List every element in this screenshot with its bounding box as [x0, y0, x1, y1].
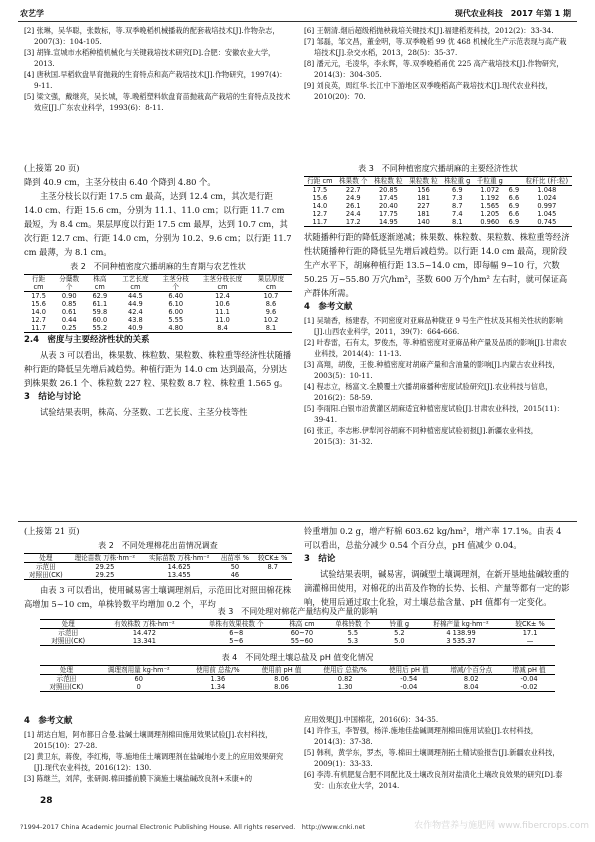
- table-cell: 3 535.37: [417, 637, 505, 646]
- table-cell: 181: [417, 210, 430, 218]
- table-row: [40, 637, 555, 646]
- section-heading: 4 参考文献: [304, 302, 353, 312]
- table-row: [24, 571, 292, 580]
- table-cell: 12.7: [312, 210, 328, 218]
- table-cell: 20.85: [378, 186, 398, 194]
- paragraph: 从表 3 可以看出，株果数、株粒数、果粒数、株粒重等经济性状随播种行距的降低呈先增后减趋势。种植行距为 14.0 cm 达到最高，分别达到株果数 26.1 个、株粒数 227 粒、果粒数 8.7 粒、株粒重 1.565 g。: [24, 350, 292, 388]
- table-cell: 0.85: [61, 300, 77, 308]
- table-row: [304, 218, 572, 227]
- table-cell: 1.048: [537, 186, 557, 194]
- table-cell: 1.024: [537, 194, 557, 202]
- table-cell: 11.0: [215, 316, 230, 324]
- table-cell: 17.5: [312, 186, 328, 194]
- table-header: 果粒数 粒: [406, 177, 441, 186]
- table-row: [24, 308, 292, 316]
- section-heading: 3 结论与讨论: [24, 392, 81, 402]
- table-cell: 8.02: [463, 675, 479, 683]
- table-cell: 55~60: [280, 637, 324, 646]
- table-header: 处理: [24, 554, 68, 563]
- table-cell: 8.7: [452, 202, 463, 210]
- table-header: 处理: [40, 666, 93, 675]
- table-cell: 10.2: [263, 316, 279, 324]
- table-header: 使用后 总盐/%: [312, 666, 378, 675]
- watermark: 农作物营养与施肥网 www.fibercrops.com: [414, 821, 589, 831]
- table-cell: 5~6: [192, 637, 280, 646]
- table-cell: 17.5: [31, 292, 46, 300]
- table-header: 果层厚度 cm: [250, 275, 292, 292]
- table-header: 株果数 个: [336, 177, 371, 186]
- table-cell: 9.6: [265, 308, 277, 316]
- journal-section-label: 农艺学: [20, 9, 44, 18]
- table-row: [24, 292, 292, 301]
- reference-item: [6] 张正，李志彬.伊犁河谷胡麻不同种植密度试验初报[J].新疆农业科技，2015(3)：31-32.: [304, 426, 538, 446]
- table-cell: 6.10: [168, 300, 184, 308]
- table-cell: 8.6: [265, 300, 277, 308]
- table-soil-salt: [40, 665, 555, 692]
- table-cell: 示范田: [56, 675, 77, 683]
- table-title: 表 3 不同处理对棉花产量结构及产量的影响: [217, 607, 378, 616]
- reference-item: [4] 许作玉，李智强，杨洋.施地佳盐碱调理剂棉田施用试验[J].农村科技，2014(3)：37-38.: [304, 726, 538, 746]
- section-heading: 2.4 密度与主要经济性状的关系: [24, 335, 150, 345]
- table-cell: 60: [134, 675, 143, 683]
- table-cell: 14.0: [312, 202, 328, 210]
- reference-item: [3] 高翔，胡俊，王俊.种植密度对胡麻产量和含油量的影响[J].内蒙古农业科技，2003(5)：10-11.: [304, 360, 560, 380]
- refs-bottom-left: [24, 714, 292, 784]
- paragraph: 铃重增加 0.2 g，增产籽棉 603.62 kg/hm²，增产率 17.1%。由表 4 可以看出，总盐分减少 0.54 个百分点，pH 值减少 0.04。: [304, 526, 562, 550]
- reference-item: [5] 梁文强，戴继亮，吴长城，等.晚稻塑料软盘育苗抛栽高产栽培的生育特点及技术效应[J].广东农业科学，1993(6)：8-11.: [24, 92, 291, 112]
- table-cell: -0.04: [378, 683, 439, 692]
- table-cell: 15.6: [31, 300, 46, 308]
- table-cell: 29.25: [68, 571, 142, 580]
- reference-item: [1] 胡达白旭，阿布都日合曼.盐碱土壤调理剂棉田施用效果试验[J].农村科技，2015(10)：27-28.: [24, 730, 273, 750]
- continued-label: (上接第 21 页): [24, 526, 80, 536]
- table-cell: 8.06: [251, 683, 312, 692]
- table-cell: 6.9: [506, 218, 522, 227]
- table-cell: 5.2: [394, 629, 405, 637]
- table-emergence: [24, 553, 292, 580]
- reference-item: [2] 叶春雷，石有太，罗俊杰，等.种植密度对亚麻品种产量及品质的影响[J].甘肃农业科技，2014(4)：11-13.: [304, 338, 567, 358]
- table-cell: 4.80: [156, 324, 195, 333]
- table-header: 行距 cm: [24, 275, 53, 292]
- table-cell: 46: [216, 571, 253, 580]
- table-cell: 22.7: [345, 186, 361, 194]
- table-cell: 5.0: [382, 637, 417, 646]
- reference-item: [4] 程志立，杨富文.全膜覆土穴播胡麻播种密度试验研究[J].农业科技与信息，2016(2)：58-59.: [304, 382, 553, 402]
- table-header: 调理剂用量 kg·hm⁻²: [93, 666, 185, 675]
- table-cell: 26.1: [345, 202, 361, 210]
- table-cell: 8.04: [439, 683, 503, 692]
- table-title: 表 4 不同处理土壤总盐及 pH 值变化情况: [221, 653, 374, 662]
- table-header: 增减 pH 值: [503, 666, 555, 675]
- table-cell: 1.34: [185, 683, 251, 692]
- article-separator: [18, 521, 577, 522]
- table-cell: 44.5: [128, 292, 143, 300]
- reference-item: [1] 吴瑞香，杨建春，不同密度对亚麻品种陇亚 9 号生产性状及其相关性状的影响[J].山西农业科学，2011，39(7)：664-666.: [304, 316, 563, 336]
- table-cell: 6.00: [168, 308, 184, 316]
- table-cell: 10.7: [263, 292, 279, 300]
- table-economic-traits: [304, 176, 572, 227]
- table-cell: 1.30: [312, 683, 378, 692]
- table-header: 分蘖数 个: [53, 275, 85, 292]
- table-cell: 29.25: [95, 563, 115, 571]
- table-cell: 60~70: [290, 629, 314, 637]
- table-growth-traits: [24, 274, 292, 333]
- table-row: [304, 202, 572, 210]
- reference-item: [9] 刘良英，周红华.长江中下游地区双季晚稻高产栽培技术[J].现代农业科技，2010(20)：70.: [304, 81, 553, 101]
- table-header: 株粒重 g: [441, 177, 474, 186]
- table-header: 单株有效果枝数 个: [192, 620, 280, 629]
- table-cell: 20.40: [378, 202, 398, 210]
- table-cell: 43.8: [128, 316, 143, 324]
- table-cell: 1.072: [480, 186, 500, 194]
- table-row: [24, 563, 292, 572]
- table-title: 表 2 不同种植密度穴播胡麻的生育期与农艺性状: [70, 262, 246, 271]
- table-row: [40, 683, 555, 692]
- table-header: [506, 177, 522, 186]
- table-row: [304, 186, 572, 195]
- table-header: 增减/个百分点: [439, 666, 503, 675]
- table-cell: 17.45: [378, 194, 398, 202]
- paragraph: 主茎分枝长以行距 17.5 cm 最高，达到 12.4 cm，其次是行距 14.0 cm、行距 15.6 cm，分别为 11.1、11.0 cm；以行距 11.7 cm 最短，为 8.4 cm。果层厚度以行距 17.5 cm 最厚，达到 10.7 cm，其次行距 12.7 cm、行距 14.0 cm，分别为 10.2、9.6 cm；以行距 11.7 cm 最薄，为 8.1 cm。: [24, 191, 292, 257]
- table-cell: [253, 571, 292, 580]
- journal-issue-label: 现代农业科技 2017 年第 1 期: [454, 9, 571, 18]
- table-header: 铃重 g: [382, 620, 417, 629]
- paragraph: 降到 40.9 cm，主茎分枝由 6.40 个降到 4.80 个。: [24, 177, 216, 187]
- reference-item: [5] 李雨阳.白银市沿黄灌区胡麻适宜种植密度试验[J].甘肃农业科技，2015(11)：39-41.: [304, 404, 564, 424]
- table-header: 主茎分枝 个: [156, 275, 195, 292]
- table-cell: 对照田(CK): [40, 637, 96, 646]
- table-cell: 6.6: [508, 194, 520, 202]
- table-cell: 14.625: [167, 563, 191, 571]
- table-cell: 11.7: [304, 218, 336, 227]
- table-cell: 14.0: [31, 308, 46, 316]
- table-cell: 17.75: [378, 210, 398, 218]
- table-cell: 6.6: [508, 210, 520, 218]
- table-cell: 140: [406, 218, 441, 227]
- table-cell: 5.3: [324, 637, 382, 646]
- table-cell: 0.44: [61, 316, 77, 324]
- table-header: 较CK± %: [505, 620, 555, 629]
- table-cell: 17.2: [336, 218, 371, 227]
- table-cell: 59.8: [92, 308, 108, 316]
- table-cell: -0.02: [503, 683, 555, 692]
- table-cell: 181: [417, 194, 430, 202]
- upper-right-column: [304, 161, 572, 447]
- table-cell: 8.7: [267, 563, 278, 571]
- reference-item: [2] 黄卫东，蒋俊，李红梅，等.施地佳土壤调理剂在盐碱地小麦上的应用效果研究[J].现代农业科技，2016(12)：130.: [24, 752, 284, 772]
- table-cell: 1.36: [210, 675, 226, 683]
- table-cell: 示范田: [35, 563, 56, 571]
- table-cell: 8.06: [274, 675, 289, 683]
- table-cell: 0.960: [474, 218, 507, 227]
- lower-right-column: [304, 524, 572, 609]
- table-cell: 14.95: [371, 218, 406, 227]
- table-cell: 6.9: [508, 186, 520, 194]
- table-cell: 1.205: [480, 210, 500, 218]
- reference-item: [3] 胡锋.宣城市水稻种植机械化与关键栽培技术研究[D].合肥：安徽农业大学，2013.: [24, 48, 276, 68]
- table-header: 较CK± %: [253, 554, 292, 563]
- table-row: [24, 324, 292, 333]
- table-row: [304, 194, 572, 202]
- table-title: 表 2 不同处理棉花出苗情况调查: [98, 541, 218, 550]
- table-cell: 62.9: [92, 292, 108, 300]
- table-header: 籽棉产量 kg·hm⁻²: [417, 620, 505, 629]
- table-cell: 61.1: [92, 300, 108, 308]
- table-cell: 55.2: [85, 324, 114, 333]
- table-header: 工艺长度 cm: [114, 275, 156, 292]
- upper-left-column: [24, 161, 292, 419]
- table-row: [40, 675, 555, 684]
- table-cell: 15.6: [312, 194, 328, 202]
- refs-top-right: [304, 25, 572, 102]
- table-header: 粒秆比 (秆:粒): [522, 177, 572, 186]
- continued-label: (上接第 20 页): [24, 163, 80, 173]
- table-header: 处理: [40, 620, 96, 629]
- table-header: 主茎分枝长度 cm: [195, 275, 250, 292]
- table-cell: 50: [230, 563, 240, 571]
- wide-table-4-block: [40, 650, 555, 692]
- table-cell: 1.045: [537, 210, 557, 218]
- table-cell: 8.4: [195, 324, 250, 333]
- table-cell: 7.4: [452, 210, 463, 218]
- table-cell: 156: [417, 186, 430, 194]
- section-heading: 3 结论: [304, 554, 336, 564]
- table-cell: 0.82: [337, 675, 353, 683]
- table-cell: 42.4: [128, 308, 143, 316]
- table-cell: -0.54: [400, 675, 418, 683]
- header-rule: [18, 21, 577, 22]
- table-cell: 示范田: [58, 629, 79, 637]
- reference-item: [6] 王朝清.烟后超级稻抛秧栽培关键技术[J].福建稻麦科技，2012(2)：33-34.: [304, 26, 554, 35]
- table-cell: 6~8: [229, 629, 244, 637]
- paragraph: 试验结果表明，碱易害，调碱型土壤调理剂，在新开垦地盐碱较重的滴灌棉田使用，对棉花的出苗及作物的长势、长相、产量等都有一定的影响，使用后通过取土化验，对土壤总盐含量、pH 值都有一定变化。: [304, 569, 570, 607]
- reference-item: [4] 唐秋国.早稻软盘旱育抛栽的生育特点和高产栽培技术[J].作物研究，1997(4)：9-11.: [24, 70, 287, 90]
- reference-item: [2] 张琳，吴华聪，张数标，等.双季晚稻机械播栽的配套栽培技术[J].作物杂志，2007(3)：104-105.: [24, 26, 280, 46]
- table-cell: 5.55: [168, 316, 184, 324]
- table-cell: 13.455: [142, 571, 216, 580]
- table-cell: 0.90: [61, 292, 77, 300]
- table-cell: —: [505, 637, 555, 646]
- reference-item: [5] 韩利，黄学东，罗杰，等.棉田土壤调理剂拓土精试验报告[J].新疆农业科技，2009(1)：33-33.: [304, 748, 560, 768]
- table-cell: 40.9: [114, 324, 156, 333]
- table-header: 千粒重 g: [474, 177, 507, 186]
- table-header: 单株铃数 个: [324, 620, 382, 629]
- reference-item: [7] 邹磊，邹文昌，董金明，等.双季晚稻 99 优 468 机械化生产示范表现与高产栽培技术[J].杂交水稻，2013，28(5)：35-37.: [304, 37, 567, 57]
- reference-item: [6] 李涛.有机肥复合肥不同配比及土壤改良剂对盐渍化土壤改良效果的研究[D].泰安：山东农业大学，2014.: [304, 770, 563, 790]
- page-number: 28: [40, 796, 53, 806]
- table-cell: 24.4: [345, 210, 361, 218]
- table-cell: 8.1: [441, 218, 474, 227]
- table-header: 使用前 总盐/%: [185, 666, 251, 675]
- table-cell: 14.472: [132, 629, 156, 637]
- lower-left-column: [24, 524, 292, 611]
- table-cell: 0.61: [61, 308, 77, 316]
- table-header: 株高 cm: [85, 275, 114, 292]
- table-cell: 44.9: [128, 300, 143, 308]
- table-cell: 60.0: [92, 316, 108, 324]
- paragraph: 试验结果表明，株高、分茎数、工艺长度、主茎分枝等性: [40, 407, 248, 417]
- reference-item: [8] 潘元元，毛凌华，李永辉，等.双季晚稻甬优 225 高产栽培技术[J].作物研究，2014(3)：304-305.: [304, 59, 564, 79]
- table-cell: 10.6: [215, 300, 230, 308]
- table-cell: 对照田(CK): [40, 683, 93, 692]
- reference-item: 应用效果[J].中国棉花，2016(6)：34-35.: [304, 715, 439, 724]
- table-cell: 6.40: [168, 292, 184, 300]
- table-row: [24, 316, 292, 324]
- table-title: 表 3 不同种植密度穴播胡麻的主要经济性状: [358, 164, 518, 173]
- section-heading: 4 参考文献: [24, 716, 73, 726]
- table-cell: 0.997: [537, 202, 557, 210]
- table-cell: 11.1: [215, 308, 230, 316]
- table-cell: 24.9: [345, 194, 361, 202]
- table-cell: -0.04: [520, 675, 538, 683]
- refs-bottom-right: [304, 714, 572, 791]
- table-header: 使用后 pH 值: [378, 666, 439, 675]
- table-cell: 11.7: [24, 324, 53, 333]
- table-header: 株高 cm: [280, 620, 324, 629]
- refs-top-left: [24, 25, 292, 113]
- table-cell: 0: [93, 683, 185, 692]
- wide-table-3-block: [40, 604, 555, 646]
- reference-item: [3] 陈继兰，刘萍，张研阁.棉田播前膜下滴施土壤盐碱改良剂+禾康+的: [24, 774, 253, 783]
- table-cell: 12.7: [31, 316, 46, 324]
- table-cell: 4 138.99: [446, 629, 476, 637]
- table-cell: 6.9: [452, 186, 463, 194]
- table-cell: 5.5: [347, 629, 359, 637]
- table-cell: 8.1: [250, 324, 292, 333]
- table-row: [24, 300, 292, 308]
- table-row: [40, 629, 555, 638]
- table-cell: 1.565: [480, 202, 500, 210]
- table-cell: 12.4: [215, 292, 230, 300]
- table-cell: 6.9: [508, 202, 520, 210]
- table-header: 使用前 pH 值: [251, 666, 312, 675]
- table-cell: 17.1: [522, 629, 538, 637]
- table-yield: [40, 619, 555, 646]
- table-header: 有效株数 万株·hm⁻²: [96, 620, 192, 629]
- paragraph: 状随播种行距的降低逐渐递减；株果数、株粒数、果粒数、株粒重等经济性状随播种行距的降低呈先增后减趋势。以行距 14.0 cm 最高，现阶段生产水平下，胡麻种植行距 13.5~14.0 cm，即每幅 9~10 行，穴数 50.25 万~55.80 万穴/hm²，茎数 600 万个/hm² 左右时，就可保证高产群体所需。: [304, 232, 570, 298]
- table-row: [304, 210, 572, 218]
- table-cell: 1.192: [480, 194, 500, 202]
- table-header: 理论苗数 万株·hm⁻²: [68, 554, 142, 563]
- paragraph: 由表 3 可以看出，使用碱易害土壤调理剂后，示范田比对照田棉花株高增加 5~10 cm，单株铃数平均增加 0.2 个，平均: [24, 585, 292, 609]
- table-cell: 0.25: [53, 324, 85, 333]
- table-header: 出苗率 %: [216, 554, 253, 563]
- table-cell: 13.341: [96, 637, 192, 646]
- table-header: 株粒数 粒: [371, 177, 406, 186]
- table-header: 实际苗数 万株·hm⁻²: [142, 554, 216, 563]
- table-cell: 227: [417, 202, 430, 210]
- copyright-footer: ?1994-2017 China Academic Journal Electronic Publishing House. All rights reserved. http://www.cnki.net: [20, 823, 366, 831]
- table-header: 行距 cm: [304, 177, 336, 186]
- table-cell: 对照田(CK): [24, 571, 68, 580]
- table-cell: 0.745: [522, 218, 572, 227]
- table-cell: 7.3: [452, 194, 463, 202]
